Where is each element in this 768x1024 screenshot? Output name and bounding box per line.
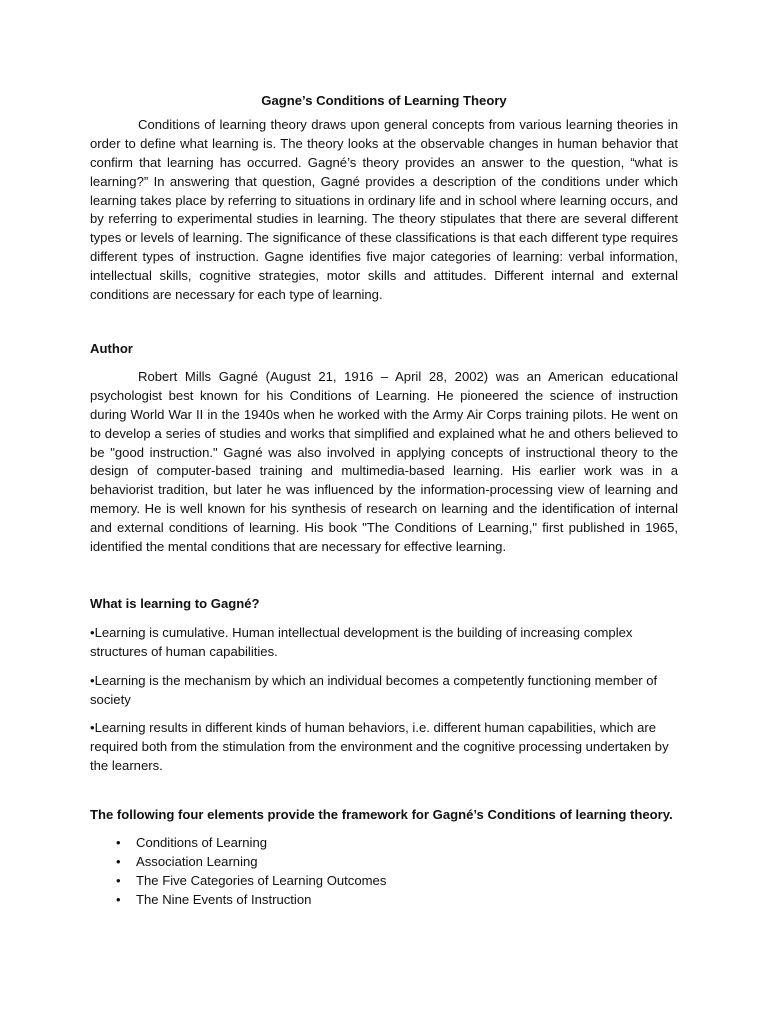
list-item: [90, 872, 678, 891]
bullet-icon: •: [116, 872, 121, 888]
intro-paragraph: Conditions of learning theory draws upon general concepts from various learning theories in order to define what learning is. The theory looks at the observable changes in human behavior that confirm that learning has occurred. Gagné’s theory provides an answer to the question, “what is learning?” In answering that question, Gagné provides a description of the conditions under which learning takes place by referring to situations in ordinary life and in school where learning occurs, and by referring to experimental studies in learning. The theory stipulates that there are several different types or levels of learning. The significance of these classifications is that each different type requires different types of instruction. Gagne identifies five major categories of learning: verbal information, intellectual skills, cognitive strategies, motor skills and attitudes. Different internal and external conditions are necessary for each type of learning.: [90, 116, 678, 303]
list-item: [90, 891, 678, 910]
framework-heading: The following four elements provide the framework for Gagné’s Conditions of learning theory.: [90, 807, 673, 823]
list-item: [90, 853, 678, 872]
framework-list: [90, 834, 678, 910]
learning-point: •Learning is the mechanism by which an individual becomes a competently functioning member of society: [90, 672, 658, 707]
learning-point: •Learning is cumulative. Human intellectual development is the building of increasing complex structures of human capabilities.: [90, 624, 633, 659]
learning-heading: What is learning to Gagné?: [90, 595, 260, 611]
list-item-label: The Five Categories of Learning Outcomes: [136, 872, 387, 888]
document-content: [90, 92, 678, 910]
learning-point: •Learning results in different kinds of human behaviors, i.e. different human capabilities, which are required both from the stimulation from the environment and the cognitive processing undertaken by the learners.: [90, 720, 669, 774]
bullet-icon: •: [116, 854, 121, 869]
author-paragraph: Robert Mills Gagné (August 21, 1916 – April 28, 2002) was an American educational psychologist best known for his Conditions of Learning. He pioneered the science of instruction during World War II in the 1940s when he worked with the Army Air Corps training pilots. He went on to develop a series of studies and works that simplified and explained what he and others believed to be "good instruction." Gagné was also involved in applying concepts of instructional theory to the design of computer-based training and multimedia-based learning. His earlier work was in a behaviorist tradition, but later he was influenced by the information-processing view of learning and memory. He is well known for his synthesis of research on learning and the identification of internal and external conditions of learning. His book "The Conditions of Learning," first published in 1965, identified the mental conditions that are necessary for effective learning.: [90, 368, 678, 555]
list-item-label: The Nine Events of Instruction: [136, 891, 312, 907]
bullet-icon: •: [116, 891, 121, 907]
bullet-icon: •: [116, 835, 121, 851]
list-item: [90, 834, 678, 853]
list-item-label: Association Learning: [136, 854, 258, 869]
list-item-label: Conditions of Learning: [136, 835, 268, 851]
author-heading: Author: [90, 340, 133, 356]
document-title: Gagne’s Conditions of Learning Theory: [261, 93, 507, 108]
